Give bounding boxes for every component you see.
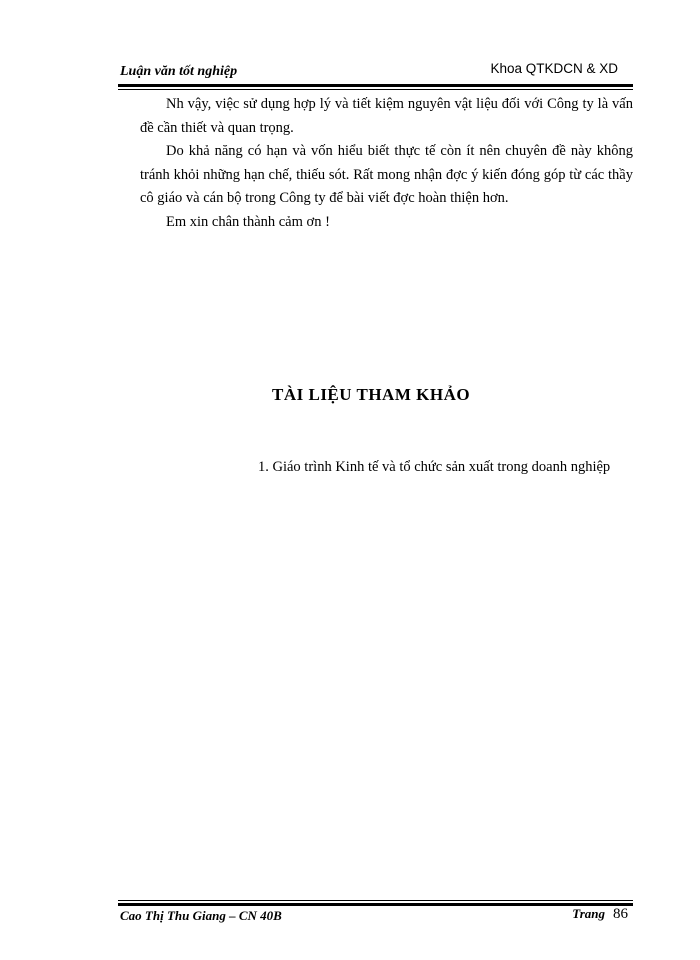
page-label: Trang: [572, 906, 605, 921]
header-rule: [118, 84, 633, 90]
footer-page: [572, 906, 628, 923]
header-faculty: Khoa QTKDCN & XD: [490, 61, 618, 76]
paragraph: Em xin chân thành cảm ơn !: [166, 213, 330, 230]
page-number: 86: [613, 906, 628, 922]
references-list: [240, 456, 620, 478]
paragraph: Do khả năng có hạn và vốn hiểu biết thực tế còn ít nên chuyên đề này không tránh khỏi những hạn chế, thiếu sót. Rất mong nhận đợc ý kiến đóng góp từ các thầy cô giáo và cán bộ trong Công ty để bài viết đợc hoàn thiện hơn.: [140, 143, 633, 206]
footer-author: Cao Thị Thu Giang – CN 40B: [120, 908, 282, 923]
body-text: [140, 93, 633, 234]
paragraph: Nh vậy, việc sử dụng hợp lý và tiết kiệm nguyên vật liệu đối với Công ty là vấn đề cần thiết và quan trọng.: [140, 96, 633, 136]
reference-item: 1. Giáo trình Kinh tế và tổ chức sản xuất trong doanh nghiệp: [258, 459, 611, 475]
references-heading: TÀI LIỆU THAM KHẢO: [272, 385, 471, 404]
header-thesis-title: Luận văn tốt nghiệp: [120, 64, 238, 79]
footer-rule: [118, 900, 633, 906]
